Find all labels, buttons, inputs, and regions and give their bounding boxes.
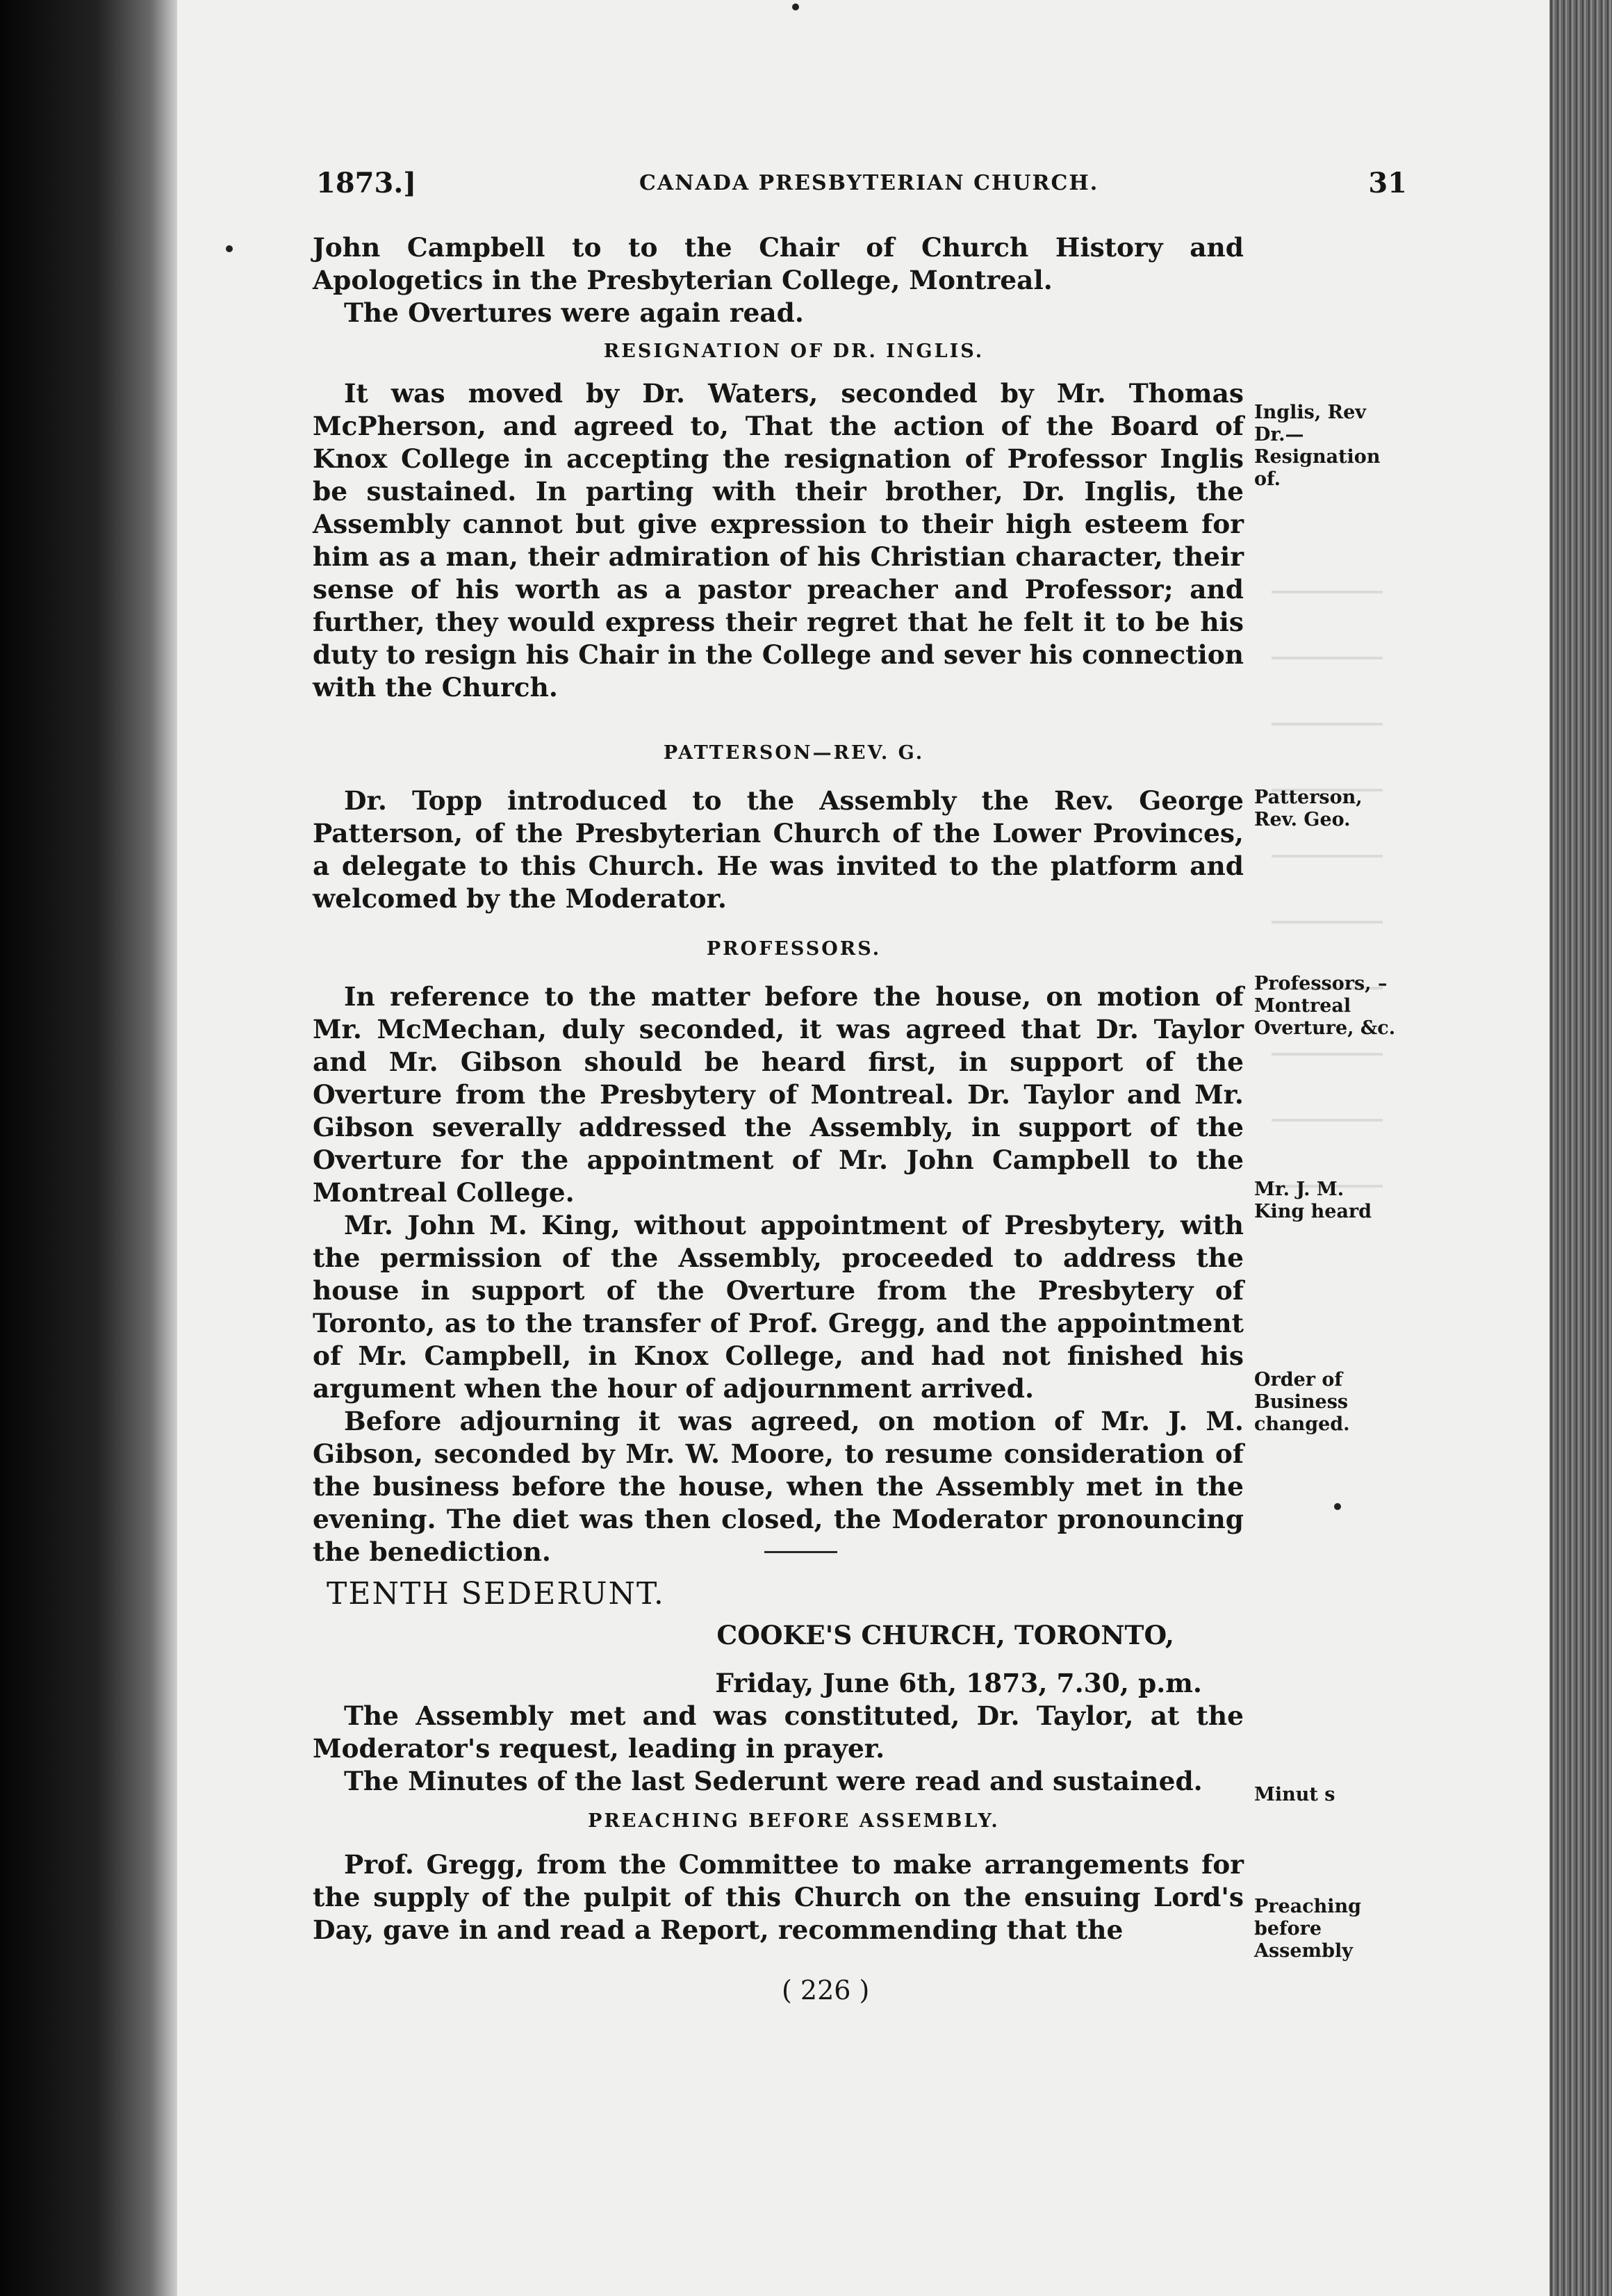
section-heading: RESIGNATION OF DR. INGLIS. [603,341,985,362]
text-block-patterson [313,737,1244,915]
bleed-through-texture [1272,591,1383,1216]
section-heading: PREACHING BEFORE ASSEMBLY. [588,1810,1000,1832]
page-number: 31 [1368,167,1407,199]
paragraph: In reference to the matter before the house, on motion of Mr. McMechan, duly seconded, it was agreed that Dr. Taylor and Mr. Gibson should be heard first, in support of the Overture from the Presbytery of Montreal. Dr. Taylor and Mr. Gibson severally addressed the Assembly, in support of the Overture for the appointment of Mr. John Campbell to the Montreal College. [313,981,1244,1208]
paragraph: John Campbell to to the Chair of Church History and Apologetics in the Presbyterian College, Montreal. [313,232,1244,295]
section-heading: PROFESSORS. [706,938,882,960]
text-block-sederunt [313,1619,1244,1946]
paragraph: Dr. Topp introduced to the Assembly the Rev. George Patterson, of the Presbyterian Church of the Lower Provinces, a delegate to this Church. He was invited to the platform and welcomed by the Moderator. [313,785,1244,914]
speck [792,3,799,10]
speck [226,245,233,252]
running-header [316,167,1407,208]
marginal-note: Patterson, Rev. Geo. [1254,787,1363,830]
folio-number: ( 226 ) [782,1975,870,2006]
marginal-note: Minut s [1254,1784,1335,1805]
marginal-note: Preaching before Assembly [1254,1896,1362,1962]
marginal-note: Mr. J. M. King heard [1254,1179,1372,1222]
paragraph: It was moved by Dr. Waters, seconded by Mr. Thomas McPherson, and agreed to, That the action of the Board of Knox College in accepting the resignation of Professor Inglis be sustained. In parting with their brother, Dr. Inglis, the Assembly cannot but give expression to their high esteem for him as a man, their admiration of his Christian character, their sense of his worth as a pastor preacher and Professor; and further, they would express their regret that he felt it to be his duty to resign his Chair in the College and sever his connection with the Church. [313,378,1244,703]
paragraph: Prof. Gregg, from the Committee to make arrangements for the supply of the pulpit of this Church on the ensuing Lord's Day, gave in and read a Report, recommending that the [313,1849,1244,1945]
section-heading: PATTERSON—REV. G. [663,742,925,764]
marginal-note: Order of Business changed. [1254,1369,1350,1435]
sederunt-title: TENTH SEDERUNT. [327,1576,665,1612]
meeting-place: COOKE'S CHURCH, TORONTO, [716,1620,1174,1650]
scan-left-margin [0,0,177,2296]
paragraph: The Assembly met and was constituted, Dr. Taylor, at the Moderator's request, leading in prayer. [313,1700,1244,1764]
running-title: CANADA PRESBYTERIAN CHURCH. [639,171,1099,195]
text-block-professors [313,933,1244,1568]
text-block-inglis [313,231,1244,704]
marginal-note: Professors, – Montreal Overture, &c. [1254,973,1396,1039]
paragraph: Mr. John M. King, without appointment of Presbytery, with the permission of the Assembly, proceeded to address the house in support of the Overture from the Presbytery of Toronto, as to the transfer of Prof. Gregg, and the appointment of Mr. Campbell, in Knox College, and had not finished his argument when the hour of adjournment arrived. [313,1210,1244,1404]
header-year: 1873.] [316,167,417,199]
paragraph: The Minutes of the last Sederunt were read and sustained. [344,1766,1203,1796]
marginal-note: Inglis, Rev Dr.—Resignation of. [1254,402,1381,490]
section-divider [764,1551,837,1553]
page-edge-stack [1549,0,1612,2296]
paragraph: Before adjourning it was agreed, on motion of Mr. J. M. Gibson, seconded by Mr. W. Moore, to resume consideration of the business before the house, when the Assembly met in the evening. The diet was then closed, the Moderator pronouncing the benediction. [313,1406,1244,1567]
speck [1334,1503,1341,1510]
paragraph: The Overtures were again read. [344,297,804,328]
meeting-date: Friday, June 6th, 1873, 7.30, p.m. [715,1668,1202,1698]
